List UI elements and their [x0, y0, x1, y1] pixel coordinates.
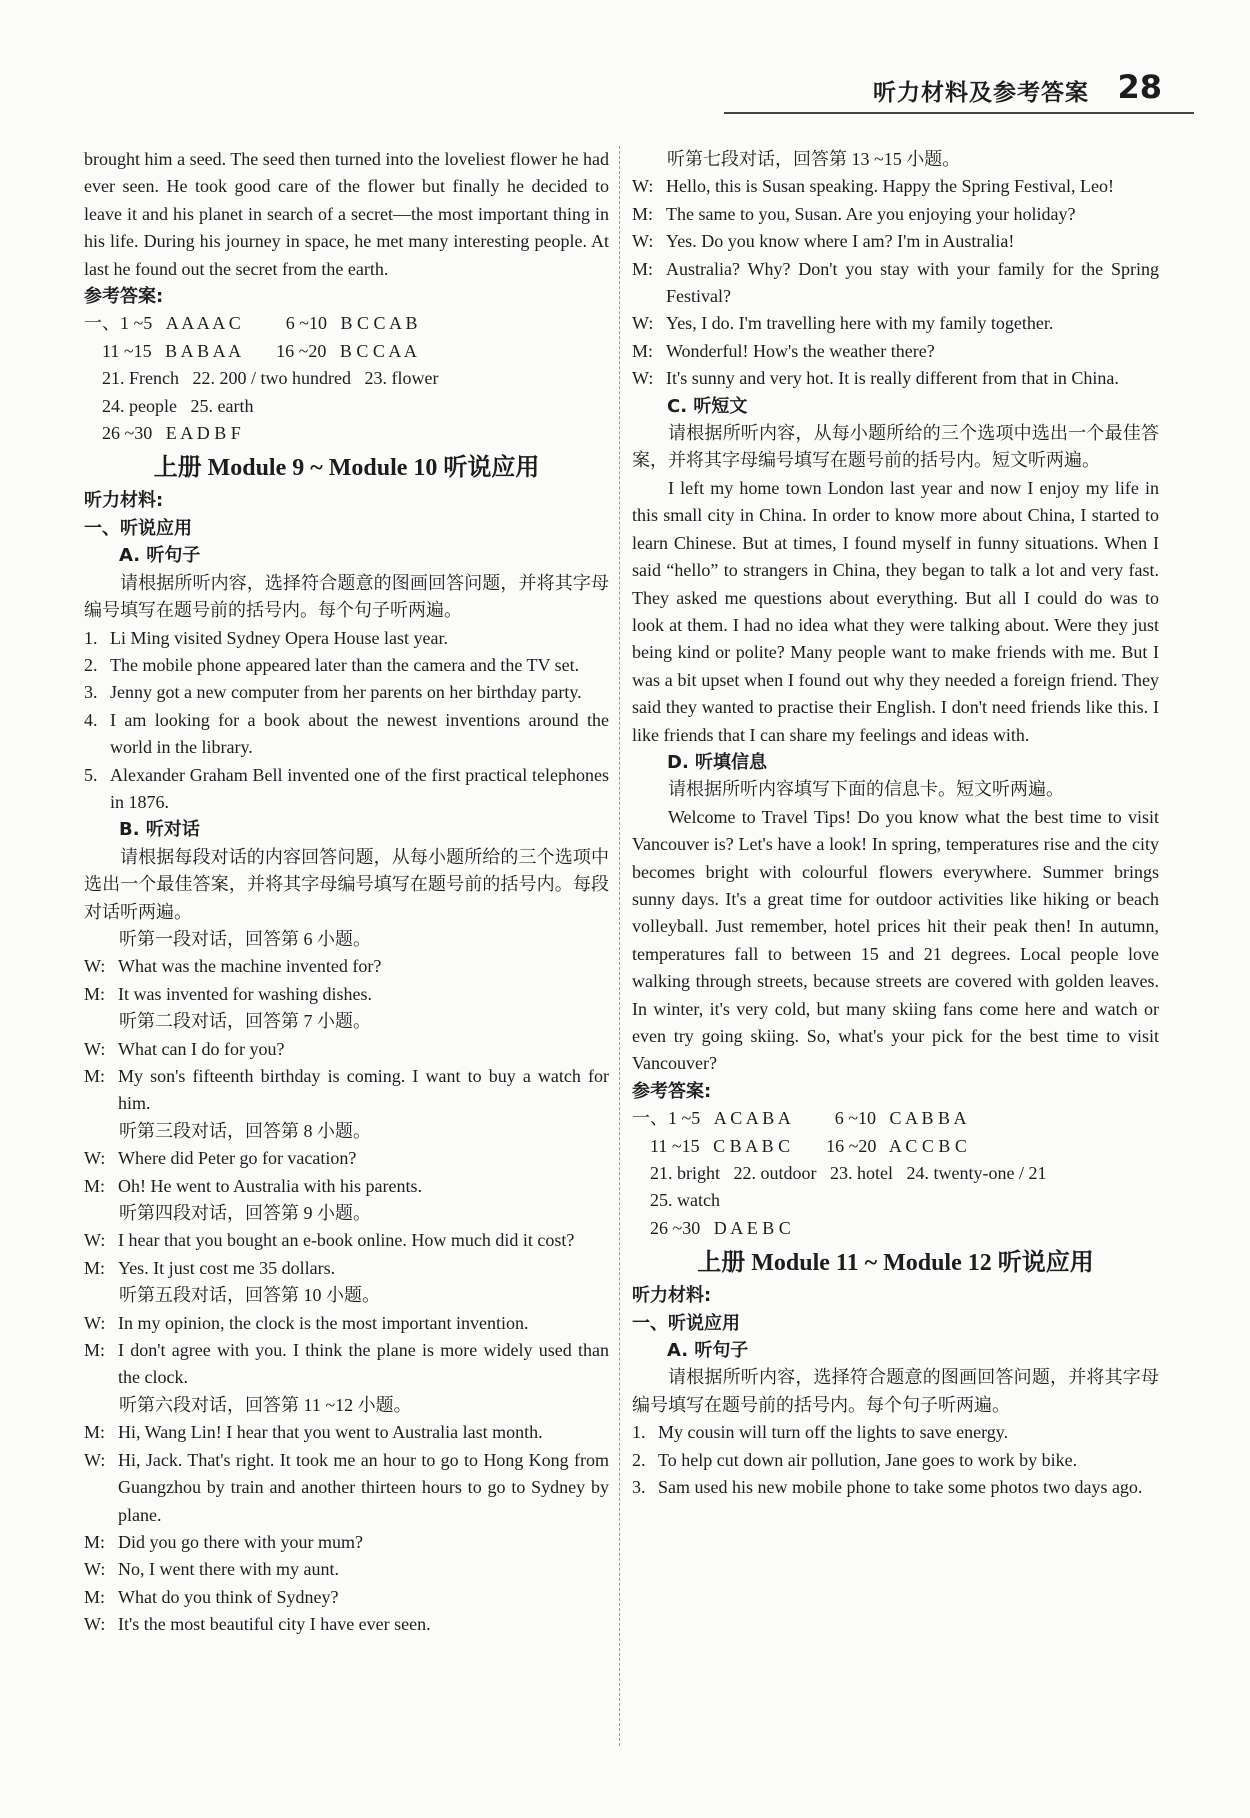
sentence-item [84, 707, 609, 762]
dialogue-line [84, 1145, 609, 1172]
instruction: 请根据每段对话的内容回答问题，从每小题所给的三个选项中选出一个最佳答案，并将其字母编号填写在题号前的括号内。每段对话听两遍。 [84, 846, 609, 922]
part-heading: A. 听句子 [119, 545, 201, 567]
module-title: 上册 Module 11 ~ Module 12 听说应用 [697, 1250, 1094, 1277]
dialogue-line [84, 1036, 609, 1063]
part-heading: D. 听填信息 [667, 751, 768, 773]
answer-line: 21. French 22. 200 / two hundred 23. flower [84, 368, 439, 389]
dialogue-text: Yes. It just cost me 35 dollars. [118, 1257, 336, 1278]
speaker: M: [632, 203, 654, 224]
passage-text: Welcome to Travel Tips! Do you know what the best time to visit Vancouver is? Let's have a look! In spring, temperatures rise and the city becomes bright with colourful flowers everywhere. Summer brings sunny days. It's a great time for outdoor activities like hiking or beach volleyball. Just remember, hotel prices hit their peak then! In autumn, temperatures fall to between 15 and 21 degrees. Local people love walking through streets, because streets are covered with golden leaves. In winter, it's very cold, but many skiing fans come here and watch or even try going skiing. So, what's your pick for the best time to visit Vancouver? [632, 806, 1159, 1074]
sentence-text: I am looking for a book about the newest inventions around the world in the library. [110, 709, 609, 758]
item-number: 1. [632, 1422, 646, 1443]
instruction: 请根据所听内容，选择符合题意的图画回答问题，并将其字母编号填写在题号前的括号内。每个句子听两遍。 [84, 572, 609, 621]
item-number: 4. [84, 709, 98, 730]
part-heading: C. 听短文 [667, 395, 748, 417]
section-heading: 一、听说应用 [632, 1312, 740, 1334]
speaker: W: [84, 1312, 106, 1333]
answer-line: 25. watch [632, 1190, 720, 1211]
dialogue-line [632, 228, 1159, 255]
materials-label: 听力材料: [84, 490, 164, 512]
dialogue-text: No, I went there with my aunt. [118, 1559, 339, 1580]
item-number: 1. [84, 627, 98, 648]
speaker: W: [84, 1449, 106, 1470]
speaker: W: [632, 231, 654, 252]
dialogue-cue: 听第三段对话，回答第 8 小题。 [119, 1120, 371, 1141]
speaker: M: [84, 1340, 106, 1361]
column-divider [619, 146, 620, 1746]
page-number: 28 [1117, 68, 1162, 106]
dialogue-text: Hi, Wang Lin! I hear that you went to Australia last month. [118, 1422, 543, 1443]
speaker: W: [84, 1559, 106, 1580]
dialogue-text: It was invented for washing dishes. [118, 983, 372, 1004]
dialogue-line [632, 256, 1159, 311]
dialogue-line [84, 1227, 609, 1254]
speaker: M: [84, 1531, 106, 1552]
answer-line: 26 ~30 E A D B F [84, 423, 241, 444]
dialogue-cue: 听第一段对话，回答第 6 小题。 [119, 928, 371, 949]
sentence-text: Alexander Graham Bell invented one of the first practical telephones in 1876. [110, 764, 609, 812]
speaker: M: [84, 1175, 106, 1196]
dialogue-line [84, 1529, 609, 1556]
item-number: 5. [84, 764, 98, 785]
instruction: 请根据所听内容，选择符合题意的图画回答问题，并将其字母编号填写在题号前的括号内。每个句子听两遍。 [632, 1367, 1159, 1415]
dialogue-cue: 听第五段对话，回答第 10 小题。 [119, 1285, 380, 1306]
instruction: 请根据所听内容，从每小题所给的三个选项中选出一个最佳答案，并将其字母编号填写在题号前的括号内。短文听两遍。 [632, 423, 1159, 471]
dialogue-line [84, 1255, 609, 1282]
sentence-item [84, 762, 609, 817]
item-number: 2. [84, 654, 98, 675]
speaker: M: [632, 340, 654, 361]
answer-line: 11 ~15 C B A B C 16 ~20 A C C B C [632, 1135, 967, 1156]
answer-line: 一、1 ~5 A A A A C 6 ~10 B C C A B [84, 313, 418, 334]
dialogue-text: Did you go there with your mum? [118, 1531, 363, 1552]
dialogue-line [84, 953, 609, 980]
sentence-item [84, 679, 609, 706]
answers-label: 参考答案: [632, 1080, 712, 1102]
sentence-item [632, 1419, 1159, 1446]
dialogue-text: Hello, this is Susan speaking. Happy the Spring Festival, Leo! [666, 176, 1114, 197]
item-number: 2. [632, 1449, 646, 1470]
part-heading: B. 听对话 [119, 819, 200, 841]
sentence-text: The mobile phone appeared later than the camera and the TV set. [110, 654, 580, 675]
header-title: 听力材料及参考答案 [873, 80, 1089, 106]
sentence-item [632, 1474, 1159, 1501]
dialogue-text: My son's fifteenth birthday is coming. I want to buy a watch for him. [118, 1066, 609, 1114]
answer-line: 一、1 ~5 A C A B A 6 ~10 C A B B A [632, 1108, 967, 1129]
dialogue-line [84, 1310, 609, 1337]
dialogue-text: Australia? Why? Don't you stay with your family for the Spring Festival? [666, 258, 1159, 307]
speaker: W: [632, 368, 654, 389]
dialogue-text: It's the most beautiful city I have ever seen. [118, 1614, 431, 1635]
dialogue-text: Yes. Do you know where I am? I'm in Australia! [666, 231, 1015, 252]
story-ending: brought him a seed. The seed then turned into the loveliest flower he had ever seen. He took good care of the flower but finally he decided to leave it and his planet in search of a secret—the most important thing in his life. During his journey in space, he met many interesting people. At last he found out the secret from the earth. [84, 149, 609, 279]
dialogue-line [84, 981, 609, 1008]
speaker: M: [84, 1586, 106, 1607]
dialogue-line [84, 1584, 609, 1611]
speaker: W: [84, 1614, 106, 1635]
dialogue-cue: 听第七段对话，回答第 13 ~15 小题。 [667, 149, 961, 169]
speaker: M: [84, 1257, 106, 1278]
answer-line: 26 ~30 D A E B C [632, 1217, 791, 1238]
dialogue-line [84, 1419, 609, 1446]
sentence-text: Sam used his new mobile phone to take some photos two days ago. [658, 1477, 1143, 1498]
dialogue-line [632, 310, 1159, 337]
dialogue-line [84, 1611, 609, 1638]
dialogue-text: Yes, I do. I'm travelling here with my family together. [666, 313, 1054, 334]
speaker: M: [84, 983, 106, 1004]
dialogue-text: I hear that you bought an e-book online. How much did it cost? [118, 1230, 575, 1251]
dialogue-text: Wonderful! How's the weather there? [666, 340, 935, 361]
dialogue-text: I don't agree with you. I think the plane is more widely used than the clock. [118, 1340, 609, 1388]
dialogue-line [84, 1173, 609, 1200]
header-rule [724, 112, 1194, 114]
dialogue-cue: 听第二段对话，回答第 7 小题。 [119, 1011, 371, 1032]
dialogue-text: Oh! He went to Australia with his parents. [118, 1175, 422, 1196]
speaker: M: [632, 258, 654, 279]
part-heading: A. 听句子 [667, 1340, 749, 1362]
right-column [632, 146, 1159, 1502]
sentence-item [84, 625, 609, 652]
dialogue-line [84, 1556, 609, 1583]
passage-text: I left my home town London last year and now I enjoy my life in this small city in China. In order to know more about China, I started to learn Chinese. But at times, I found myself in funny situations. When I said “hello” to strangers in China, they began to talk a lot and very fast. They asked me questions about everything. But all I could do was to look at them. I had no idea what they were talking about. Were they just being kind or polite? Many people want to make friends with me. But I was a bit upset when I found out why they needed a foreign friend. They said they wanted to practise their English. I don't need friends like this. I like friends that I can share my feelings and ideas with. [632, 477, 1159, 745]
speaker: M: [84, 1066, 106, 1086]
answers-label: 参考答案: [84, 286, 164, 308]
dialogue-line [632, 338, 1159, 365]
sentence-text: Li Ming visited Sydney Opera House last year. [110, 627, 448, 648]
dialogue-text: What do you think of Sydney? [118, 1586, 339, 1607]
dialogue-text: In my opinion, the clock is the most important invention. [118, 1312, 529, 1333]
item-number: 3. [632, 1477, 646, 1498]
instruction: 请根据所听内容填写下面的信息卡。短文听两遍。 [668, 779, 1064, 800]
answer-line: 21. bright 22. outdoor 23. hotel 24. twenty-one / 21 [632, 1163, 1047, 1184]
speaker: W: [84, 1230, 106, 1251]
materials-label: 听力材料: [632, 1285, 712, 1307]
answer-line: 11 ~15 B A B A A 16 ~20 B C C A A [84, 340, 417, 361]
speaker: W: [84, 956, 106, 977]
dialogue-line [632, 173, 1159, 200]
speaker: W: [84, 1148, 106, 1169]
dialogue-text: Hi, Jack. That's right. It took me an hour to go to Hong Kong from Guangzhou by train and another thirteen hours to go to Sydney by plane. [118, 1449, 609, 1525]
dialogue-cue: 听第六段对话，回答第 11 ~12 小题。 [119, 1394, 412, 1415]
dialogue-text: The same to you, Susan. Are you enjoying your holiday? [666, 203, 1076, 224]
sentence-text: To help cut down air pollution, Jane goes to work by bike. [658, 1449, 1078, 1470]
dialogue-line [84, 1447, 609, 1529]
dialogue-text: Where did Peter go for vacation? [118, 1148, 357, 1169]
dialogue-line [84, 1337, 609, 1392]
page-header [724, 66, 1194, 114]
left-column [84, 146, 609, 1639]
dialogue-line [84, 1063, 609, 1118]
speaker: W: [84, 1038, 106, 1059]
module-title: 上册 Module 9 ~ Module 10 听说应用 [153, 455, 540, 482]
answer-line: 24. people 25. earth [84, 395, 254, 416]
section-heading: 一、听说应用 [84, 517, 192, 539]
speaker: W: [632, 176, 654, 197]
dialogue-text: It's sunny and very hot. It is really different from that in China. [666, 368, 1119, 389]
dialogue-text: What can I do for you? [118, 1038, 285, 1059]
speaker: W: [632, 313, 654, 334]
speaker: M: [84, 1422, 106, 1443]
sentence-text: My cousin will turn off the lights to save energy. [658, 1422, 1009, 1443]
dialogue-line [632, 365, 1159, 392]
sentence-text: Jenny got a new computer from her parents on her birthday party. [110, 682, 582, 703]
dialogue-cue: 听第四段对话，回答第 9 小题。 [119, 1203, 371, 1224]
sentence-item [84, 652, 609, 679]
sentence-item [632, 1447, 1159, 1474]
item-number: 3. [84, 682, 98, 703]
dialogue-text: What was the machine invented for? [118, 956, 382, 977]
dialogue-line [632, 201, 1159, 228]
